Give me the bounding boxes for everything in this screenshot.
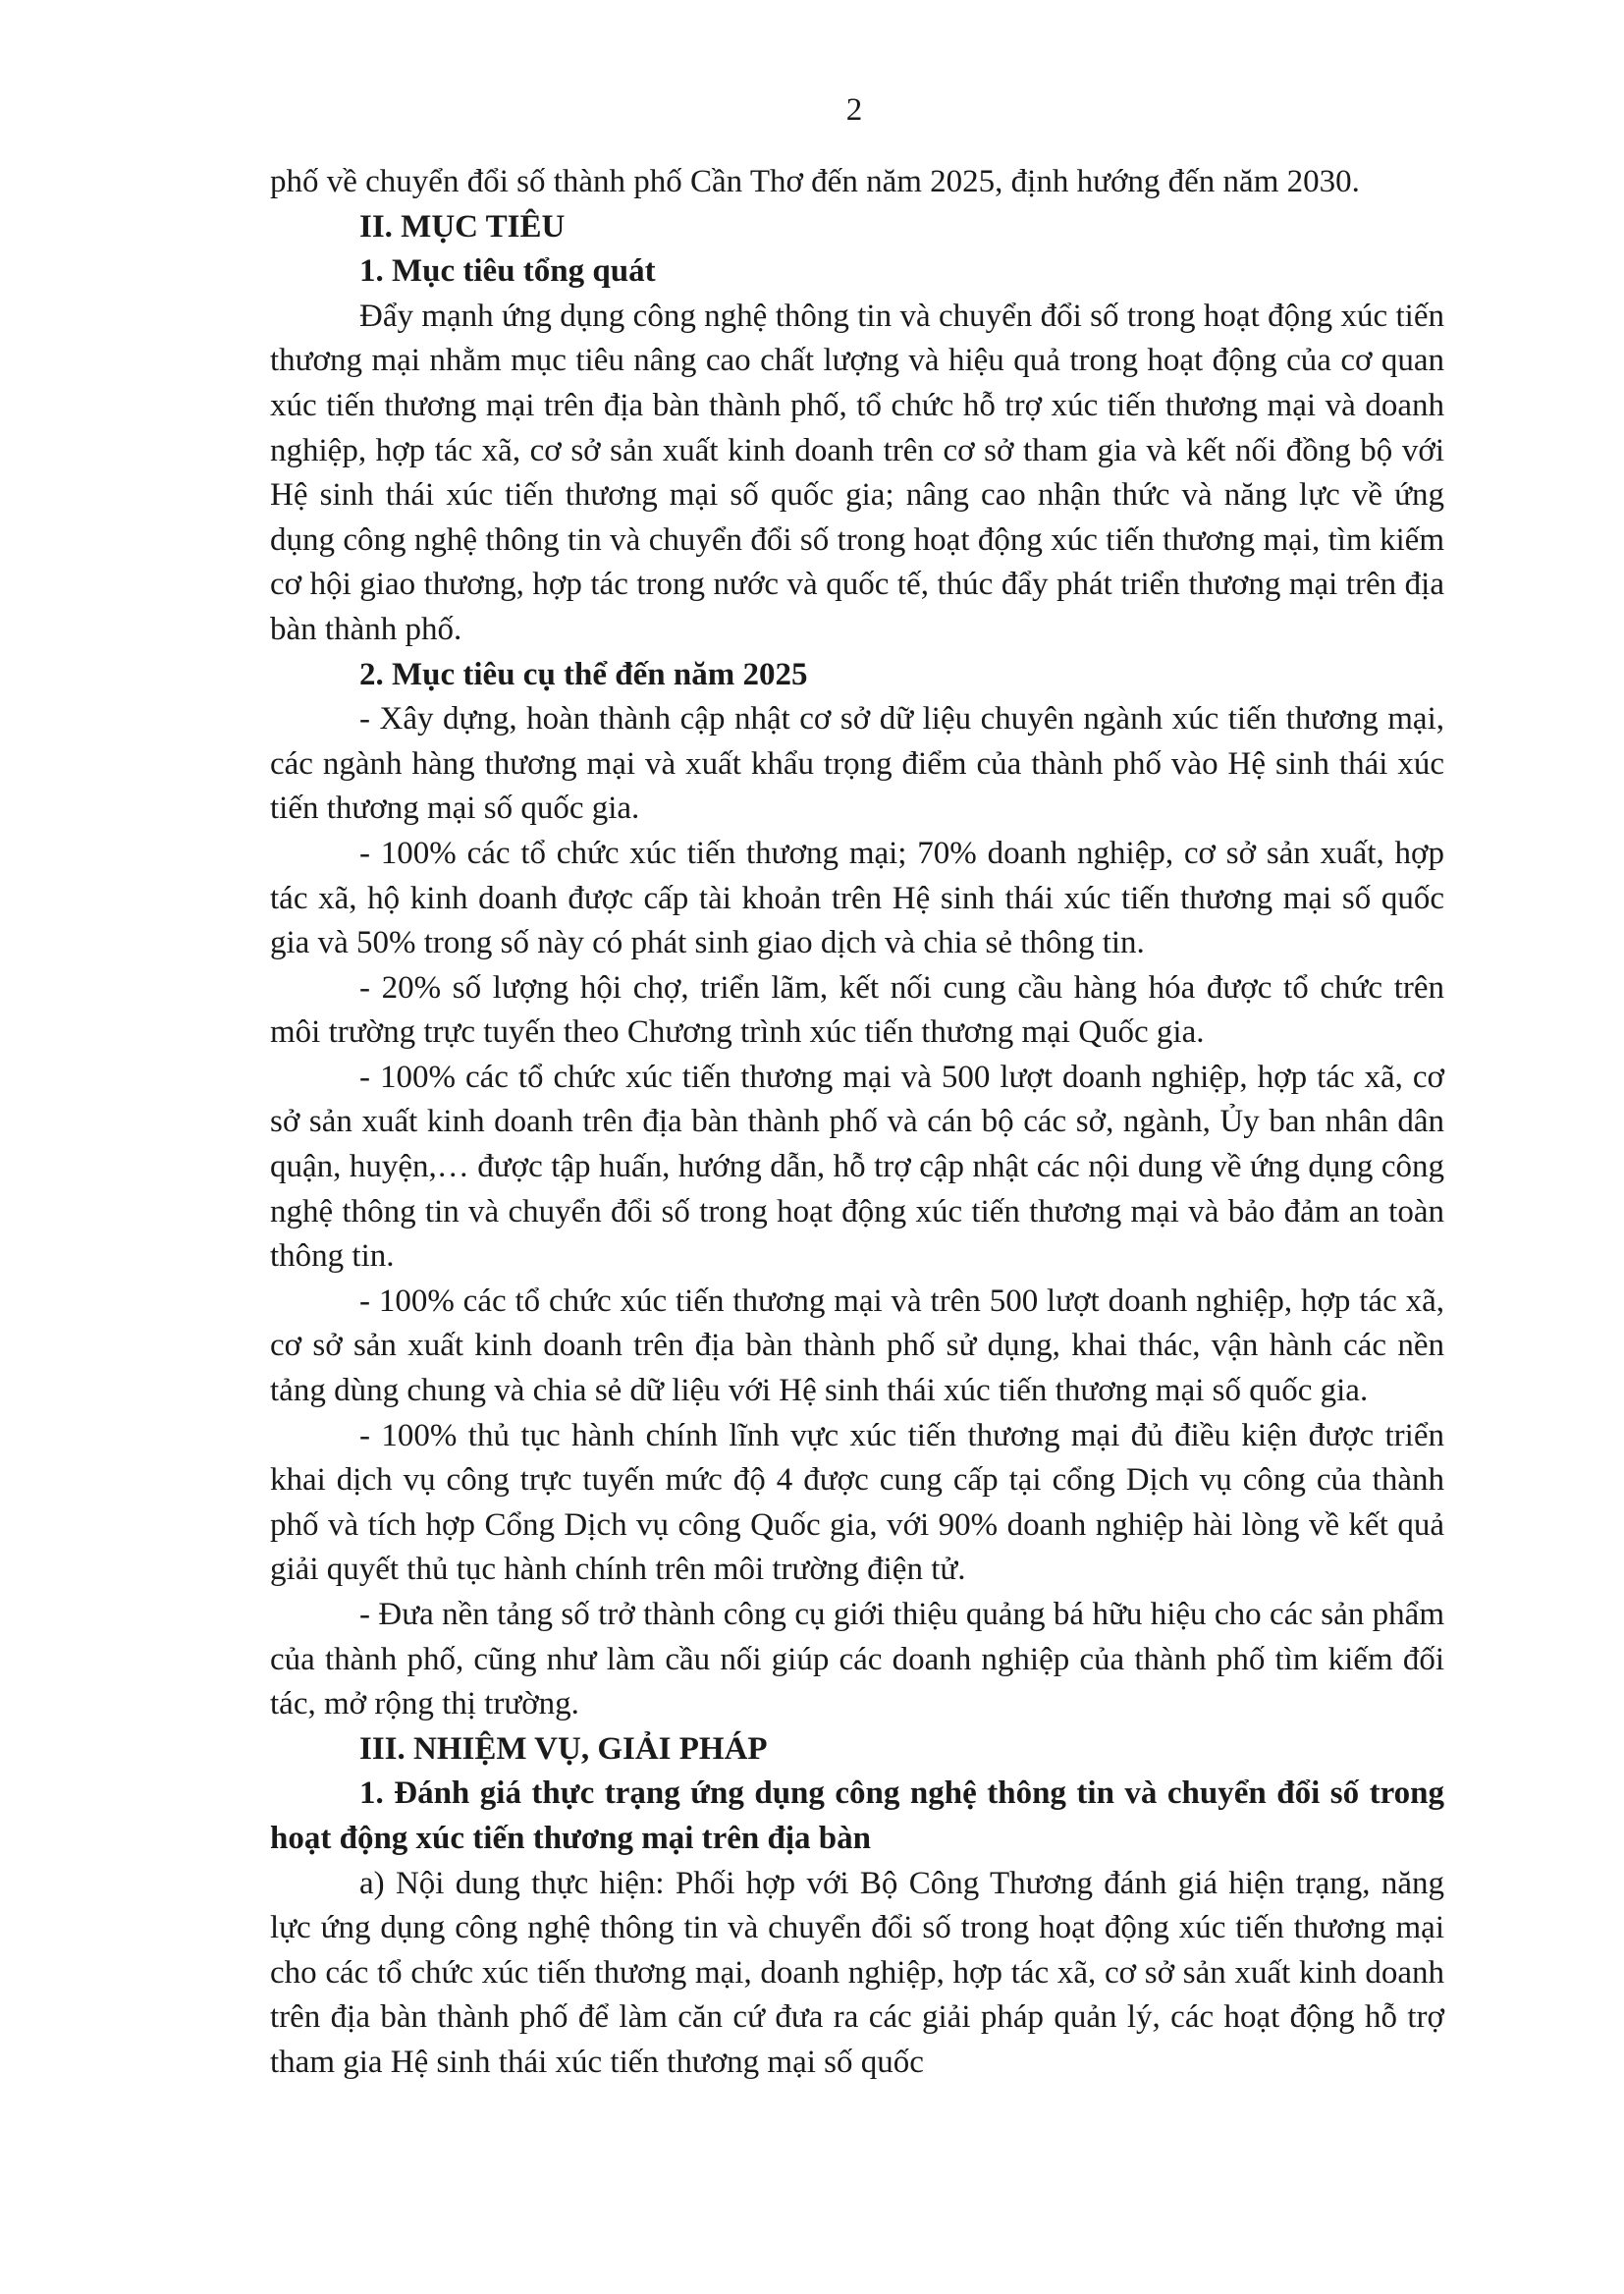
list-item-training: - 100% các tổ chức xúc tiến thương mại và 500 lượt doanh nghiệp, hợp tác xã, cơ sở sản xuất kinh doanh trên địa bàn thành phố và cán bộ các sở, ngành, Ủy ban nhân dân quận, huyện,… được tập huấn, hướng dẫn, hỗ trợ cập nhật các nội dung về ứng dụng công nghệ thông tin và chuyển đổi số trong hoạt động xúc tiến thương mại và bảo đảm an toàn thông tin. [270,1059,1444,1275]
paragraph-general-objective: Đẩy mạnh ứng dụng công nghệ thông tin và chuyển đổi số trong hoạt động xúc tiến thương mại nhằm mục tiêu nâng cao chất lượng và hiệu quả trong hoạt động của cơ quan xúc tiến thương mại trên địa bàn thành phố, tổ chức hỗ trợ xúc tiến thương mại và doanh nghiệp, hợp tác xã, cơ sở sản xuất kinh doanh trên cơ sở tham gia và kết nối đồng bộ với Hệ sinh thái xúc tiến thương mại số quốc gia; nâng cao nhận thức và năng lực về ứng dụng công nghệ thông tin và chuyển đổi số trong hoạt động xúc tiến thương mại, tìm kiếm cơ hội giao thương, hợp tác trong nước và quốc tế, thúc đẩy phát triển thương mại trên địa bàn thành phố. [270,298,1444,647]
page-number: 2 [845,92,863,128]
subsection-heading-specific-objectives: 2. Mục tiêu cụ thể đến năm 2025 [359,656,808,692]
subsection-heading-assessment: 1. Đánh giá thực trạng ứng dụng công nghệ thông tin và chuyển đổi số trong hoạt động xúc tiến thương mại trên địa bàn [270,1775,1444,1856]
paragraph-continuation: phố về chuyển đổi số thành phố Cần Thơ đến năm 2025, định hướng đến năm 2030. [270,164,1360,199]
list-item-accounts: - 100% các tổ chức xúc tiến thương mại; 70% doanh nghiệp, cơ sở sản xuất, hợp tác xã, hộ kinh doanh được cấp tài khoản trên Hệ sinh thái xúc tiến thương mại số quốc gia và 50% trong số này có phát sinh giao dịch và chia sẻ thông tin. [270,835,1444,961]
list-item-online-fairs: - 20% số lượng hội chợ, triển lãm, kết nối cung cầu hàng hóa được tổ chức trên môi trường trực tuyến theo Chương trình xúc tiến thương mại Quốc gia. [270,969,1444,1051]
section-heading-tasks-solutions: III. NHIỆM VỤ, GIẢI PHÁP [359,1730,768,1767]
list-item-digital-promotion: - Đưa nền tảng số trở thành công cụ giới thiệu quảng bá hữu hiệu cho các sản phẩm của thành phố, cũng như làm cầu nối giúp các doanh nghiệp của thành phố tìm kiếm đối tác, mở rộng thị trường. [270,1597,1444,1722]
list-item-shared-platforms: - 100% các tổ chức xúc tiến thương mại và trên 500 lượt doanh nghiệp, hợp tác xã, cơ sở sản xuất kinh doanh trên địa bàn thành phố sử dụng, khai thác, vận hành các nền tảng dùng chung và chia sẻ dữ liệu với Hệ sinh thái xúc tiến thương mại số quốc gia. [270,1283,1444,1409]
list-item-database: - Xây dựng, hoàn thành cập nhật cơ sở dữ liệu chuyên ngành xúc tiến thương mại, các ngành hàng thương mại và xuất khẩu trọng điểm của thành phố vào Hệ sinh thái xúc tiến thương mại số quốc gia. [270,701,1444,827]
section-heading-objectives: II. MỤC TIÊU [359,208,566,245]
document-body [270,160,1444,2086]
subsection-heading-general-objective: 1. Mục tiêu tổng quát [359,253,656,290]
list-item-online-services: - 100% thủ tục hành chính lĩnh vực xúc tiến thương mại đủ điều kiện được triển khai dịch vụ công trực tuyến mức độ 4 được cung cấp tại cổng Dịch vụ công của thành phố và tích hợp Cổng Dịch vụ công Quốc gia, với 90% doanh nghiệp hài lòng về kết quả giải quyết thủ tục hành chính trên môi trường điện tử. [270,1417,1444,1588]
paragraph-implementation-content: a) Nội dung thực hiện: Phối hợp với Bộ Công Thương đánh giá hiện trạng, năng lực ứng dụng công nghệ thông tin và chuyển đổi số trong hoạt động xúc tiến thương mại cho các tổ chức xúc tiến thương mại, doanh nghiệp, hợp tác xã, cơ sở sản xuất kinh doanh trên địa bàn thành phố để làm căn cứ đưa ra các giải pháp quản lý, các hoạt động hỗ trợ tham gia Hệ sinh thái xúc tiến thương mại số quốc [270,1865,1444,2080]
